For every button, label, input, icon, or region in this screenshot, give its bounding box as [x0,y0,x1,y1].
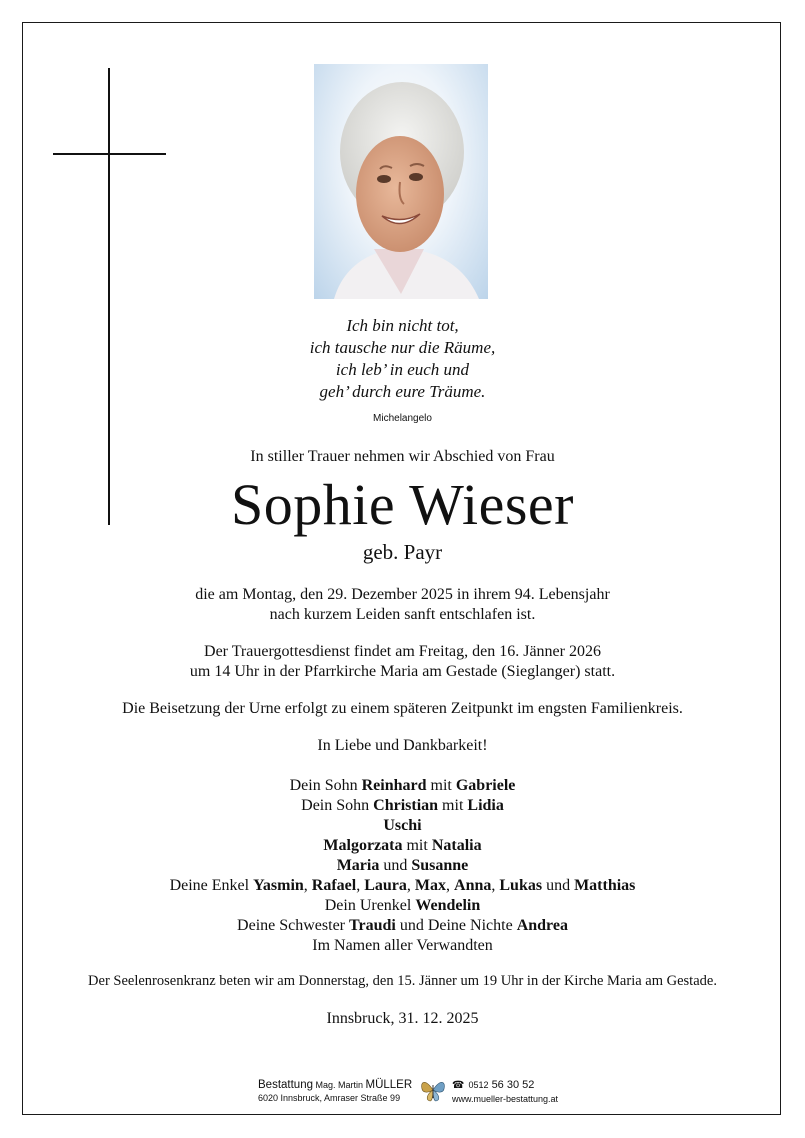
funeral-home-info [258,1078,412,1105]
poem-line: ich leb’ in euch und [335,360,470,379]
website: www.mueller-bestattung.at [452,1094,559,1104]
mourners-list [30,776,775,956]
mourner-line: Im Namen aller Verwandten [312,937,493,954]
mourner-line: Dein Sohn Christian mit Lidia [301,797,504,814]
poem-line: geh’ durch eure Träume. [319,382,486,401]
mourner-line: Malgorzata mit Natalia [323,837,482,854]
poem [30,315,775,403]
portrait-photo [314,64,488,299]
gratitude: In Liebe und Dankbarkeit! [317,737,488,754]
death-notice [30,585,775,625]
mourner-line: Uschi [383,817,422,834]
phone-line: ☎ 0512 56 30 52 [452,1079,535,1091]
rosary-notice: Der Seelenrosenkranz beten wir am Donnerstag, den 15. Jänner um 19 Uhr in der Kirche Maria am Gestade. [88,973,717,989]
maiden-name: geb. Payr [362,540,443,564]
deceased-name: Sophie Wieser [231,472,574,537]
death-notice-line: nach kurzem Leiden sanft entschlafen ist. [269,606,536,623]
funeral-service-line: Der Trauergottesdienst findet am Freitag, den 16. Jänner 2026 [204,643,601,660]
mourner-line: Maria und Susanne [336,857,469,874]
butterfly-icon [419,1076,447,1104]
mourner-line: Deine Schwester Traudi und Deine Nichte Andrea [237,917,568,934]
poem-author: Michelangelo [373,413,432,424]
death-notice-line: die am Montag, den 29. Dezember 2025 in ihrem 94. Lebensjahr [195,586,610,603]
mourner-line: Dein Urenkel Wendelin [324,897,481,914]
funeral-home-contact [452,1078,558,1106]
intro-text: In stiller Trauer nehmen wir Abschied von Frau [250,448,555,465]
phone-icon: ☎ [452,1080,465,1091]
funeral-service-line: um 14 Uhr in der Pfarrkirche Maria am Gestade (Sieglanger) statt. [189,663,616,680]
poem-line: ich tausche nur die Räume, [309,338,496,357]
funeral-home-address: 6020 Innsbruck, Amraser Straße 99 [258,1093,401,1103]
poem-line: Ich bin nicht tot, [346,316,459,335]
funeral-home-name: Bestattung Mag. Martin MÜLLER [258,1079,413,1091]
burial-notice: Die Beisetzung der Urne erfolgt zu einem späteren Zeitpunkt im engsten Familienkreis. [122,700,683,717]
funeral-service [30,642,775,682]
mourner-line: Dein Sohn Reinhard mit Gabriele [289,777,516,794]
place-date: Innsbruck, 31. 12. 2025 [326,1010,479,1027]
mourner-line: Deine Enkel Yasmin, Rafael, Laura, Max, Anna, Lukas und Matthias [169,877,636,894]
cross-horizontal-beam [53,153,166,155]
